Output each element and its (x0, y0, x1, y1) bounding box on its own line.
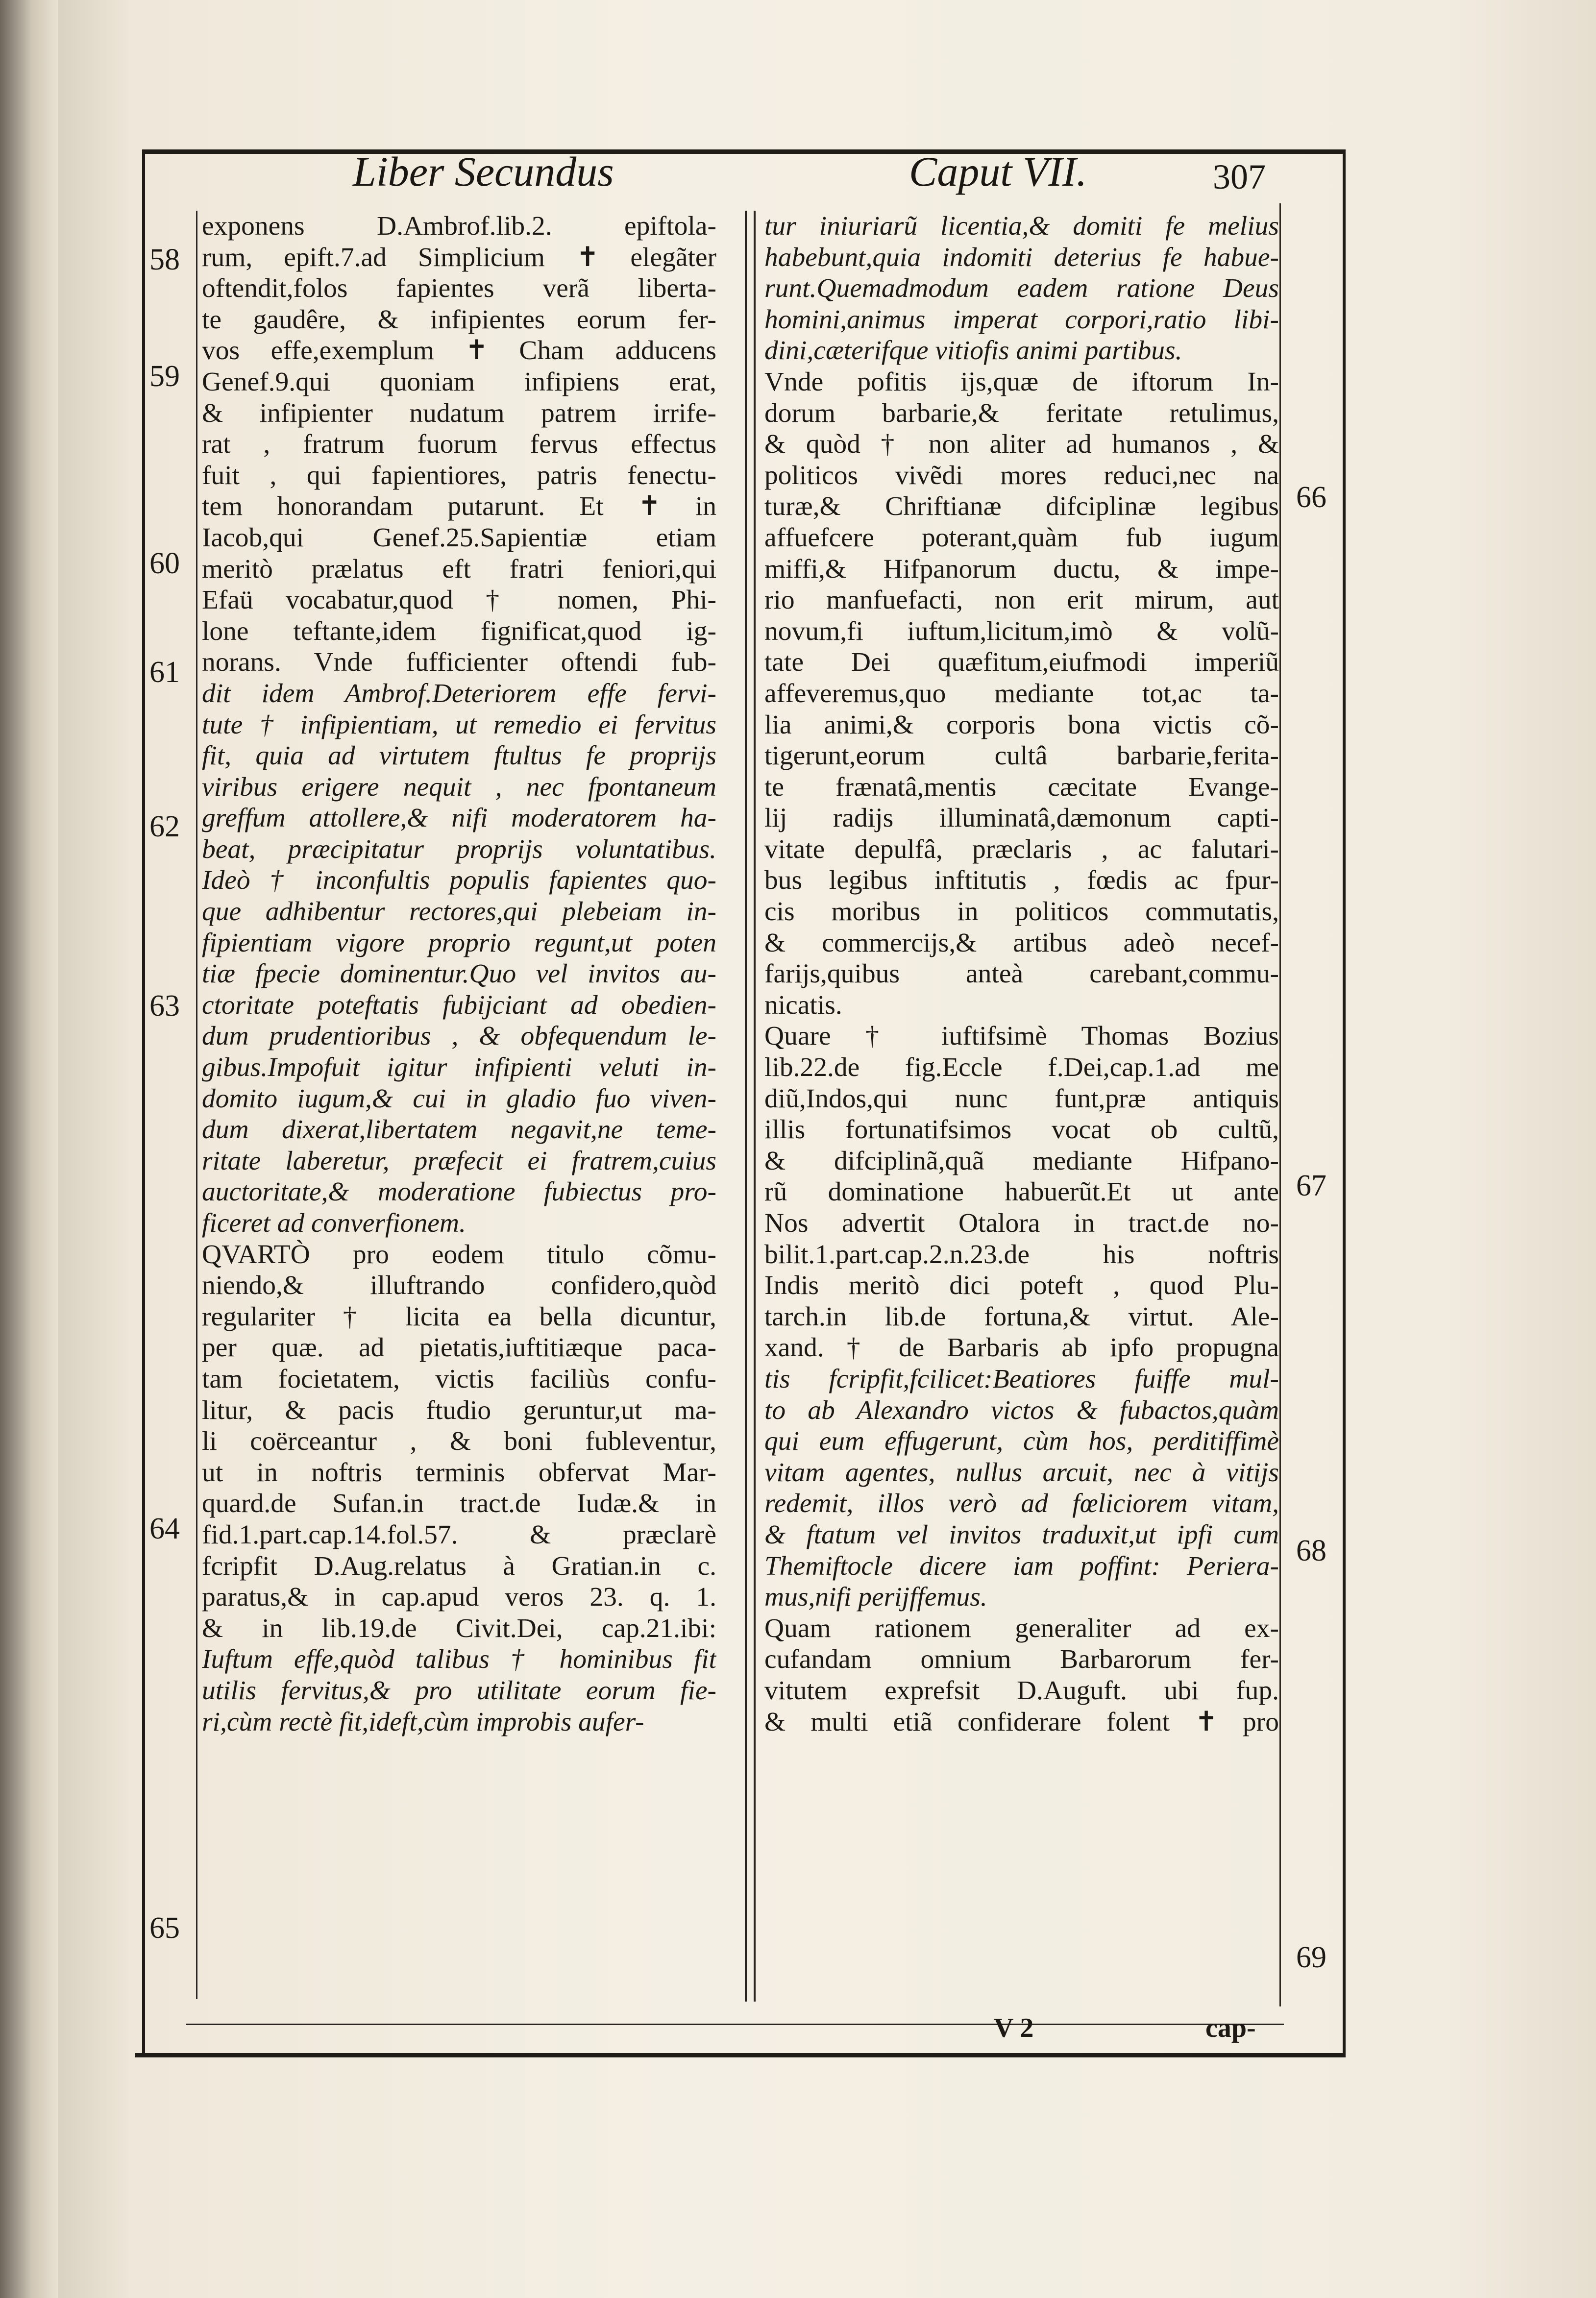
right-column-text-line: illis fortunatifsimos vocat ob cultũ, (764, 1115, 1279, 1145)
right-column-text-line: novum,fi iuftum,licitum,imò & volũ- (764, 616, 1279, 646)
right-column-text-line: nicatis. (764, 990, 842, 1020)
running-head-left: Liber Secundus (353, 148, 614, 195)
page-number: 307 (1213, 157, 1266, 196)
right-column-text-line: tigerunt,eorum cultâ barbarie,ferita- (764, 741, 1279, 771)
margin-number-left: 60 (149, 547, 180, 580)
left-column-text-line: lone teftante,idem fignificat,quod ig- (202, 616, 716, 646)
right-column-text-line: turæ,& Chriftianæ difciplinæ legibus (764, 491, 1279, 522)
left-column-text-line: ficeret ad converfionem. (202, 1208, 466, 1238)
left-column-text-line: beat, præcipitatur proprijs voluntatibus. (202, 834, 716, 864)
left-column-text-line: greffum attollere,& nifi moderatorem ha- (202, 803, 716, 833)
right-column-text-line: miffi,& Hifpanorum ductu, & impe- (764, 554, 1279, 584)
right-column-text-line: diũ,Indos,qui nunc funt,præ antiquis (764, 1083, 1279, 1114)
running-head-chapter: Caput VII. (909, 148, 1087, 195)
left-column-text-line: ctoritate poteftatis fubijciant ad obedien- (202, 990, 716, 1020)
left-column-text-line: gibus.Impofuit igitur infipienti veluti in- (202, 1052, 716, 1083)
right-column-text-line: Quam rationem generaliter ad ex- (764, 1613, 1279, 1643)
left-column-text-line: tem honorandam putarunt. Et ✝ in (202, 491, 716, 522)
right-column-text-line: bilit.1.part.cap.2.n.23.de his noftris (764, 1239, 1279, 1270)
left-column-text-line: Genef.9.qui quoniam infipiens erat, (202, 367, 716, 397)
left-column-text-line: rum, epift.7.ad Simplicium ✝ elegãter (202, 242, 716, 272)
right-column-text-line: dini,cæterifque vitiofis animi partibus. (764, 336, 1182, 366)
left-column-text-line: & in lib.19.de Civit.Dei, cap.21.ibi: (202, 1613, 716, 1643)
margin-number-left: 65 (149, 1911, 180, 1945)
left-column-text-line: tute † infipientiam, ut remedio ei fervitus (202, 709, 716, 740)
left-column-text-line: ut in noftris terminis obfervat Mar- (202, 1457, 716, 1488)
left-column-text-line: dit idem Ambrof.Deteriorem effe fervi- (202, 678, 716, 709)
right-column-text-line: tarch.in lib.de fortuna,& virtut. Ale- (764, 1301, 1279, 1332)
column-divider-second (754, 211, 756, 2002)
right-column-text-line: & difciplinã,quã mediante Hifpano- (764, 1146, 1279, 1176)
left-column-text-line: tiæ fpecie dominentur.Quo vel invitos au- (202, 959, 716, 989)
right-column-text-line: xand. † de Barbaris ab ipfo propugna (764, 1333, 1279, 1363)
right-column-text-line: habebunt,quia indomiti deterius fe habue- (764, 242, 1279, 272)
left-column-text-line: Efaü vocabatur,quod † nomen, Phi- (202, 585, 716, 615)
left-column-text-line: & infipienter nudatum patrem irrife- (202, 398, 716, 428)
margin-number-right: 67 (1296, 1169, 1326, 1202)
column-divider (745, 211, 747, 2002)
right-column-text-line: runt.Quemadmodum eadem ratione Deus (764, 273, 1279, 304)
right-column-text-line: te frænatâ,mentis cæcitate Evange- (764, 772, 1279, 802)
inner-rule-left (196, 211, 197, 1999)
right-column-text-line: tis fcripfit,fcilicet:Beatiores fuiffe mul- (764, 1364, 1279, 1394)
left-column-text-line: que adhibentur rectores,qui plebeiam in- (202, 897, 716, 927)
frame-rule-top (142, 149, 1345, 154)
left-column-text-line: fuit , qui fapientiores, patris fenectu- (202, 460, 716, 490)
left-column-text-line: Ideò † inconfultis populis fapientes quo- (202, 865, 716, 896)
right-column-text-line: vitam agentes, nullus arcuit, nec à vitijs (764, 1457, 1279, 1488)
margin-number-left: 63 (149, 989, 180, 1023)
left-column-text-line: domito iugum,& cui in gladio fuo viven- (202, 1083, 716, 1114)
right-column-text-line: lib.22.de fig.Eccle f.Dei,cap.1.ad me (764, 1052, 1279, 1083)
right-column-text-line: redemit, illos verò ad fœliciorem vitam, (764, 1489, 1279, 1519)
left-column-text-line: quard.de Sufan.in tract.de Iudæ.& in (202, 1489, 716, 1519)
right-column-text-line: farijs,quibus anteà carebant,commu- (764, 959, 1279, 989)
left-column-text-line: auctoritate,& moderatione fubiectus pro- (202, 1177, 716, 1207)
left-column-text-line: fcripfit D.Aug.relatus à Gratian.in c. (202, 1551, 716, 1581)
right-column-text-line: & quòd † non aliter ad humanos , & (764, 429, 1279, 460)
inner-rule-right (1279, 203, 1281, 2006)
right-column-text-line: rũ dominatione habuerũt.Et ut ante (764, 1177, 1279, 1207)
margin-number-left: 58 (149, 243, 180, 276)
margin-number-right: 69 (1296, 1941, 1326, 1974)
left-column-text-line: ri,cùm rectè fit,ideft,cùm improbis aufer- (202, 1707, 644, 1737)
left-column-text-line: paratus,& in cap.apud veros 23. q. 1. (202, 1582, 716, 1613)
margin-number-left: 61 (149, 656, 180, 689)
left-column-text-line: vos effe,exemplum ✝ Cham adducens (202, 336, 716, 366)
right-column-text-line: & ftatum vel invitos traduxit,ut ipfi cum (764, 1519, 1279, 1550)
left-column-text-line: fit, quia ad virtutem ftultus fe proprijs (202, 741, 716, 771)
left-column-text-line: regulariter † licita ea bella dicuntur, (202, 1301, 716, 1332)
right-column-text-line: cufandam omnium Barbarorum fer- (764, 1644, 1279, 1675)
margin-number-left: 62 (149, 810, 180, 843)
left-column-text-line: dum dixerat,libertatem negavit,ne teme- (202, 1115, 716, 1145)
left-column-text-line: te gaudêre, & infipientes eorum fer- (202, 304, 716, 335)
frame-rule-left (142, 149, 145, 2053)
inner-rule-bottom (186, 2024, 1284, 2025)
right-column-text-line: lia animi,& corporis bona victis cõ- (764, 709, 1279, 740)
left-column-text-line: fid.1.part.cap.14.fol.57. & præclarè (202, 1519, 716, 1550)
catchword: cap- (1205, 2013, 1256, 2043)
right-column-text-line: affeveremus,quo mediante tot,ac ta- (764, 678, 1279, 709)
right-column-text-line: to ab Alexandro victos & fubactos,quàm (764, 1395, 1279, 1425)
right-column-text-line: politicos vivẽdi mores reduci,nec na (764, 460, 1279, 490)
left-column-text-line: Iuftum effe,quòd talibus † hominibus fit (202, 1644, 716, 1675)
left-column-text-line: ritate laberetur, præfecit ei fratrem,cuius (202, 1146, 716, 1176)
text-column-left (202, 211, 716, 1737)
right-column-text-line: homini,animus imperat corpori,ratio libi- (764, 304, 1279, 335)
left-column-text-line: meritò prælatus eft fratri feniori,qui (202, 554, 716, 584)
left-column-text-line: oftendit,folos fapientes verã liberta- (202, 273, 716, 304)
right-column-text-line: Themiftocle dicere iam poffint: Periera- (764, 1551, 1279, 1581)
right-column-text-line: lij radijs illuminatâ,dæmonum capti- (764, 803, 1279, 833)
right-column-text-line: Quare † iuftifsimè Thomas Bozius (764, 1021, 1279, 1051)
right-column-text-line: tate Dei quæfitum,eiufmodi imperiũ (764, 647, 1279, 678)
left-column-text-line: utilis fervitus,& pro utilitate eorum fie- (202, 1675, 716, 1706)
left-column-text-line: Iacob,qui Genef.25.Sapientiæ etiam (202, 522, 716, 553)
left-column-text-line: per quæ. ad pietatis,iuftitiæque paca- (202, 1333, 716, 1363)
margin-number-right: 68 (1296, 1534, 1326, 1567)
margin-number-left: 64 (149, 1512, 180, 1545)
right-column-text-line: & multi etiã confiderare folent ✝ pro (764, 1707, 1279, 1737)
right-column-text-line: tur iniuriarũ licentia,& domiti fe melius (764, 211, 1279, 241)
right-column-text-line: qui eum effugerunt, cùm hos, perditiffimè (764, 1426, 1279, 1457)
left-column-text-line: tam focietatem, victis faciliùs confu- (202, 1364, 716, 1394)
right-column-text-line: dorum barbarie,& feritate retulimus, (764, 398, 1279, 428)
right-column-text-line: affuefcere poterant,quàm fub iugum (764, 522, 1279, 553)
frame-rule-bottom (135, 2053, 1346, 2057)
left-column-text-line: exponens D.Ambrof.lib.2. epiftola- (202, 211, 716, 241)
margin-number-left: 59 (149, 360, 180, 393)
left-column-text-line: litur, & pacis ftudio geruntur,ut ma- (202, 1395, 716, 1425)
right-column-text-line: bus legibus inftitutis , fœdis ac fpur- (764, 865, 1279, 896)
left-column-text-line: dum prudentioribus , & obfequendum le- (202, 1021, 716, 1051)
margin-number-right: 66 (1296, 481, 1326, 514)
left-column-text-line: li coërceantur , & boni fubleventur, (202, 1426, 716, 1457)
frame-rule-right (1343, 149, 1346, 2053)
right-column-text-line: Vnde pofitis ijs,quæ de iftorum In- (764, 367, 1279, 397)
right-column-text-line: Nos advertit Otalora in tract.de no- (764, 1208, 1279, 1238)
left-column-text-line: fipientiam vigore proprio regunt,ut poten (202, 928, 716, 958)
right-column-text-line: vitate depulfâ, præclaris , ac falutari- (764, 834, 1279, 864)
right-column-text-line: & commercijs,& artibus adeò necef- (764, 928, 1279, 958)
right-column-text-line: rio manfuefacti, non erit mirum, aut (764, 585, 1279, 615)
left-page-edge (0, 0, 58, 2298)
text-column-right (764, 211, 1279, 1737)
right-column-text-line: cis moribus in politicos commutatis, (764, 897, 1279, 927)
left-column-text-line: QVARTÒ pro eodem titulo cõmu- (202, 1239, 716, 1270)
left-column-text-line: niendo,& illuftrando confidero,quòd (202, 1271, 716, 1301)
right-column-text-line: Indis meritò dici poteft , quod Plu- (764, 1271, 1279, 1301)
signature-mark: V 2 (994, 2013, 1034, 2043)
left-column-text-line: viribus erigere nequit , nec fpontaneum (202, 772, 716, 802)
left-column-text-line: rat , fratrum fuorum fervus effectus (202, 429, 716, 460)
right-column-text-line: vitutem exprefsit D.Auguft. ubi fup. (764, 1675, 1279, 1706)
left-column-text-line: norans. Vnde fufficienter oftendi fub- (202, 647, 716, 678)
right-column-text-line: mus,nifi perijffemus. (764, 1582, 987, 1613)
